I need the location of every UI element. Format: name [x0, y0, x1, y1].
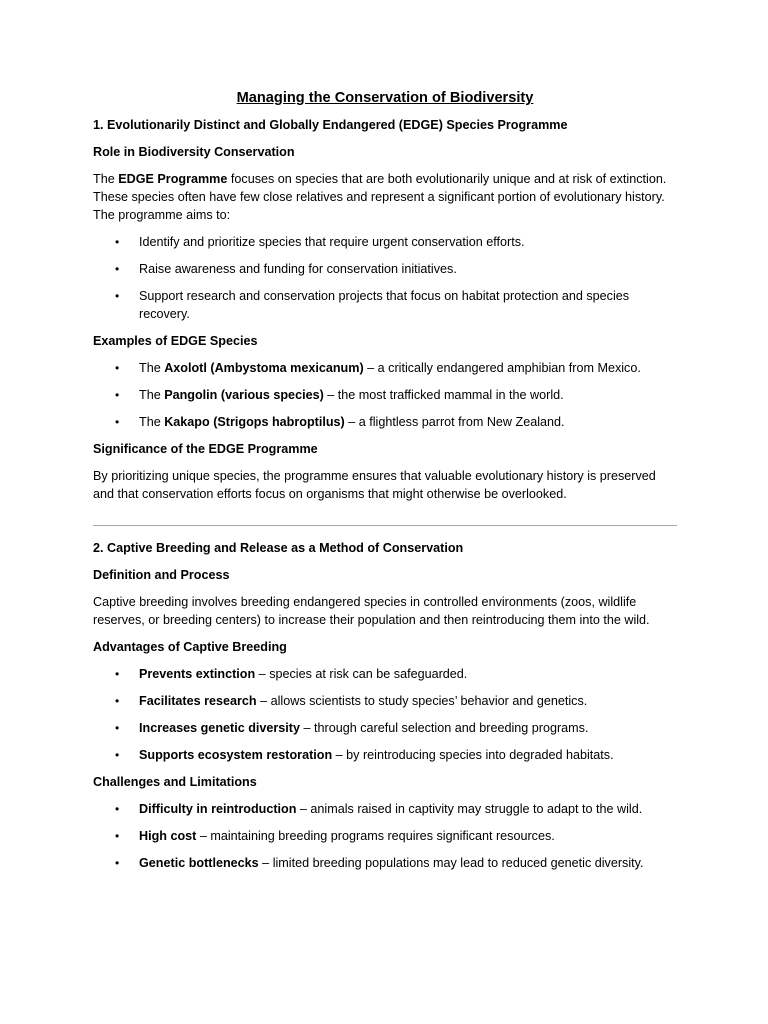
- bullet-icon: •: [115, 694, 120, 708]
- definition-heading: Definition and Process: [93, 568, 230, 582]
- list-item-bold: Increases genetic diversity: [139, 721, 301, 735]
- list-item: [93, 827, 677, 845]
- list-item-rest: – maintaining breeding programs requires significant resources.: [196, 829, 555, 843]
- list-item-rest: – allows scientists to study species’ behavior and genetics.: [256, 694, 588, 708]
- section2-heading: 2. Captive Breeding and Release as a Method of Conservation: [93, 541, 464, 555]
- advantages-list: [93, 665, 677, 764]
- list-item-rest: – animals raised in captivity may struggle to adapt to the wild.: [296, 802, 643, 816]
- list-item-text: Raise awareness and funding for conservation initiatives.: [139, 262, 457, 276]
- bullet-icon: •: [115, 667, 120, 681]
- list-item-bold: Prevents extinction: [139, 667, 256, 681]
- list-item: [93, 665, 677, 683]
- list-item: [93, 413, 677, 431]
- list-item-bold: Pangolin (various species): [164, 388, 324, 402]
- list-item: [93, 287, 677, 323]
- list-item: [93, 719, 677, 737]
- intro-bold: EDGE Programme: [118, 172, 228, 186]
- list-item-bold: High cost: [139, 829, 197, 843]
- list-item-bold: Axolotl (Ambystoma mexicanum): [164, 361, 364, 375]
- list-item-lead: The: [139, 388, 165, 402]
- list-item: [93, 359, 677, 377]
- significance-heading: Significance of the EDGE Programme: [93, 442, 318, 456]
- list-item-lead: The: [139, 361, 165, 375]
- list-item-bold: Kakapo (Strigops habroptilus): [164, 415, 345, 429]
- list-item: [93, 800, 677, 818]
- bullet-icon: •: [115, 748, 120, 762]
- definition-paragraph: Captive breeding involves breeding endangered species in controlled environments (zoos, wildlife reserves, or breeding centers) to increase their population and then reintroducing them into the wild.: [93, 595, 650, 627]
- list-item-rest: – by reintroducing species into degraded habitats.: [332, 748, 614, 762]
- document-title: Managing the Conservation of Biodiversity: [236, 90, 534, 106]
- list-item: [93, 386, 677, 404]
- bullet-icon: •: [115, 262, 120, 276]
- list-item-rest: – a critically endangered amphibian from Mexico.: [363, 361, 641, 375]
- advantages-heading: Advantages of Captive Breeding: [93, 640, 287, 654]
- list-item: [93, 260, 677, 278]
- list-item: [93, 854, 677, 872]
- bullet-icon: •: [115, 388, 120, 402]
- list-item-rest: – through careful selection and breeding programs.: [300, 721, 589, 735]
- list-item-bold: Genetic bottlenecks: [139, 856, 259, 870]
- document-page: [93, 88, 677, 881]
- bullet-icon: •: [115, 829, 120, 843]
- list-item-text: Support research and conservation projects that focus on habitat protection and species recovery.: [139, 289, 630, 321]
- challenges-heading: Challenges and Limitations: [93, 775, 257, 789]
- bullet-icon: •: [115, 415, 120, 429]
- intro-rest: focuses on species that are both evolutionarily unique and at risk of extinction. These species often have few close relatives and represent a significant portion of evolutionary history. The programme aims to:: [93, 172, 667, 222]
- bullet-icon: •: [115, 361, 120, 375]
- aims-list: [93, 233, 677, 323]
- list-item: [93, 233, 677, 251]
- bullet-icon: •: [115, 721, 120, 735]
- bullet-icon: •: [115, 289, 120, 303]
- section1-heading: 1. Evolutionarily Distinct and Globally Endangered (EDGE) Species Programme: [93, 118, 568, 132]
- list-item-lead: The: [139, 415, 165, 429]
- list-item: [93, 692, 677, 710]
- bullet-icon: •: [115, 802, 120, 816]
- list-item-text: Identify and prioritize species that require urgent conservation efforts.: [139, 235, 525, 249]
- list-item-rest: – species at risk can be safeguarded.: [255, 667, 468, 681]
- significance-paragraph: By prioritizing unique species, the programme ensures that valuable evolutionary history is preserved and that conservation efforts focus on organisms that might otherwise be overlooked.: [93, 469, 656, 501]
- edge-intro-paragraph: [93, 170, 677, 224]
- section-divider: [93, 525, 677, 526]
- list-item-bold: Difficulty in reintroduction: [139, 802, 297, 816]
- challenges-list: [93, 800, 677, 872]
- bullet-icon: •: [115, 235, 120, 249]
- examples-list: [93, 359, 677, 431]
- intro-lead: The: [93, 172, 119, 186]
- list-item: [93, 746, 677, 764]
- bullet-icon: •: [115, 856, 120, 870]
- list-item-bold: Facilitates research: [139, 694, 257, 708]
- role-heading: Role in Biodiversity Conservation: [93, 145, 295, 159]
- list-item-bold: Supports ecosystem restoration: [139, 748, 333, 762]
- list-item-rest: – the most trafficked mammal in the world.: [323, 388, 564, 402]
- list-item-rest: – a flightless parrot from New Zealand.: [344, 415, 565, 429]
- list-item-rest: – limited breeding populations may lead to reduced genetic diversity.: [258, 856, 644, 870]
- examples-heading: Examples of EDGE Species: [93, 334, 258, 348]
